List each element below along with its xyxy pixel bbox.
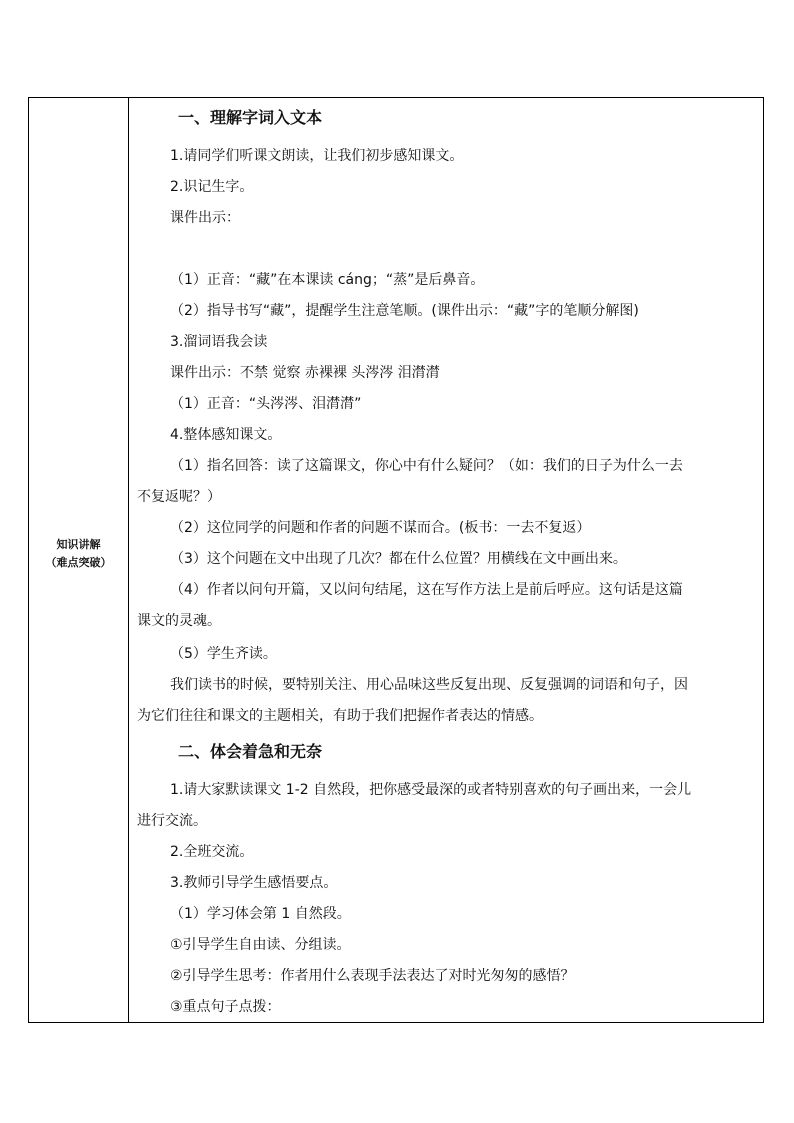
section-label-cell bbox=[29, 98, 129, 1022]
paragraph: （4）作者以问句开篇，又以问句结尾，这在写作方法上是前后呼应。这句话是这篇 bbox=[170, 582, 683, 598]
paragraph: 为它们往往和课文的主题相关，有助于我们把握作者表达的情感。 bbox=[137, 708, 543, 724]
paragraph: 课件出示：不禁 觉察 赤裸裸 头涔涔 泪潸潸 bbox=[170, 365, 440, 381]
paragraph: （2）这位同学的问题和作者的问题不谋而合。(板书：一去不复返） bbox=[170, 520, 591, 536]
paragraph: 课件出示： bbox=[170, 210, 240, 226]
paragraph: （1）学习体会第 1 自然段。 bbox=[170, 906, 351, 922]
paragraph: 1.请大家默读课文 1-2 自然段，把你感受最深的或者特别喜欢的句子画出来，一会儿 bbox=[170, 782, 692, 798]
section-label bbox=[29, 536, 128, 572]
paragraph: 我们读书的时候，要特别关注、用心品味这些反复出现、反复强调的词语和句子，因 bbox=[170, 677, 688, 693]
heading-understand-words: 一、理解字词入文本 bbox=[178, 108, 323, 127]
paragraph: ③重点句子点拨： bbox=[170, 999, 281, 1015]
paragraph: （5）学生齐读。 bbox=[170, 646, 277, 662]
paragraph: 2.全班交流。 bbox=[170, 844, 254, 860]
paragraph: ①引导学生自由读、分组读。 bbox=[170, 937, 351, 953]
heading-feel-urgency: 二、体会着急和无奈 bbox=[178, 742, 323, 761]
content-cell bbox=[130, 98, 763, 1022]
paragraph: 1.请同学们听课文朗读，让我们初步感知课文。 bbox=[170, 148, 464, 164]
paragraph: （1）指名回答：读了这篇课文，你心中有什么疑问？（如：我们的日子为什么一去 bbox=[170, 458, 683, 474]
lesson-plan-table bbox=[28, 97, 764, 1023]
paragraph: 2.识记生字。 bbox=[170, 179, 254, 195]
paragraph: （1）正音：“藏”在本课读 cáng；“蒸”是后鼻音。 bbox=[170, 272, 485, 288]
paragraph: （2）指导书写“藏”，提醒学生注意笔顺。(课件出示：“藏”字的笔顺分解图) bbox=[170, 303, 639, 319]
paragraph: ②引导学生思考：作者用什么表现手法表达了对时光匆匆的感悟？ bbox=[170, 968, 575, 984]
paragraph: 课文的灵魂。 bbox=[137, 613, 221, 629]
paragraph: 3.溜词语我会读 bbox=[170, 334, 268, 350]
paragraph: （1）正音：“头涔涔、泪潸潸” bbox=[170, 396, 362, 412]
paragraph: 4.整体感知课文。 bbox=[170, 427, 282, 443]
paragraph: 3.教师引导学生感悟要点。 bbox=[170, 875, 338, 891]
paragraph: 不复返呢？） bbox=[137, 489, 221, 505]
paragraph: 进行交流。 bbox=[137, 813, 207, 829]
section-title: 知识讲解 bbox=[56, 538, 101, 551]
paragraph: （3）这个问题在文中出现了几次？都在什么位置？用横线在文中画出来。 bbox=[170, 551, 627, 567]
section-subtitle: （难点突破） bbox=[45, 556, 112, 569]
